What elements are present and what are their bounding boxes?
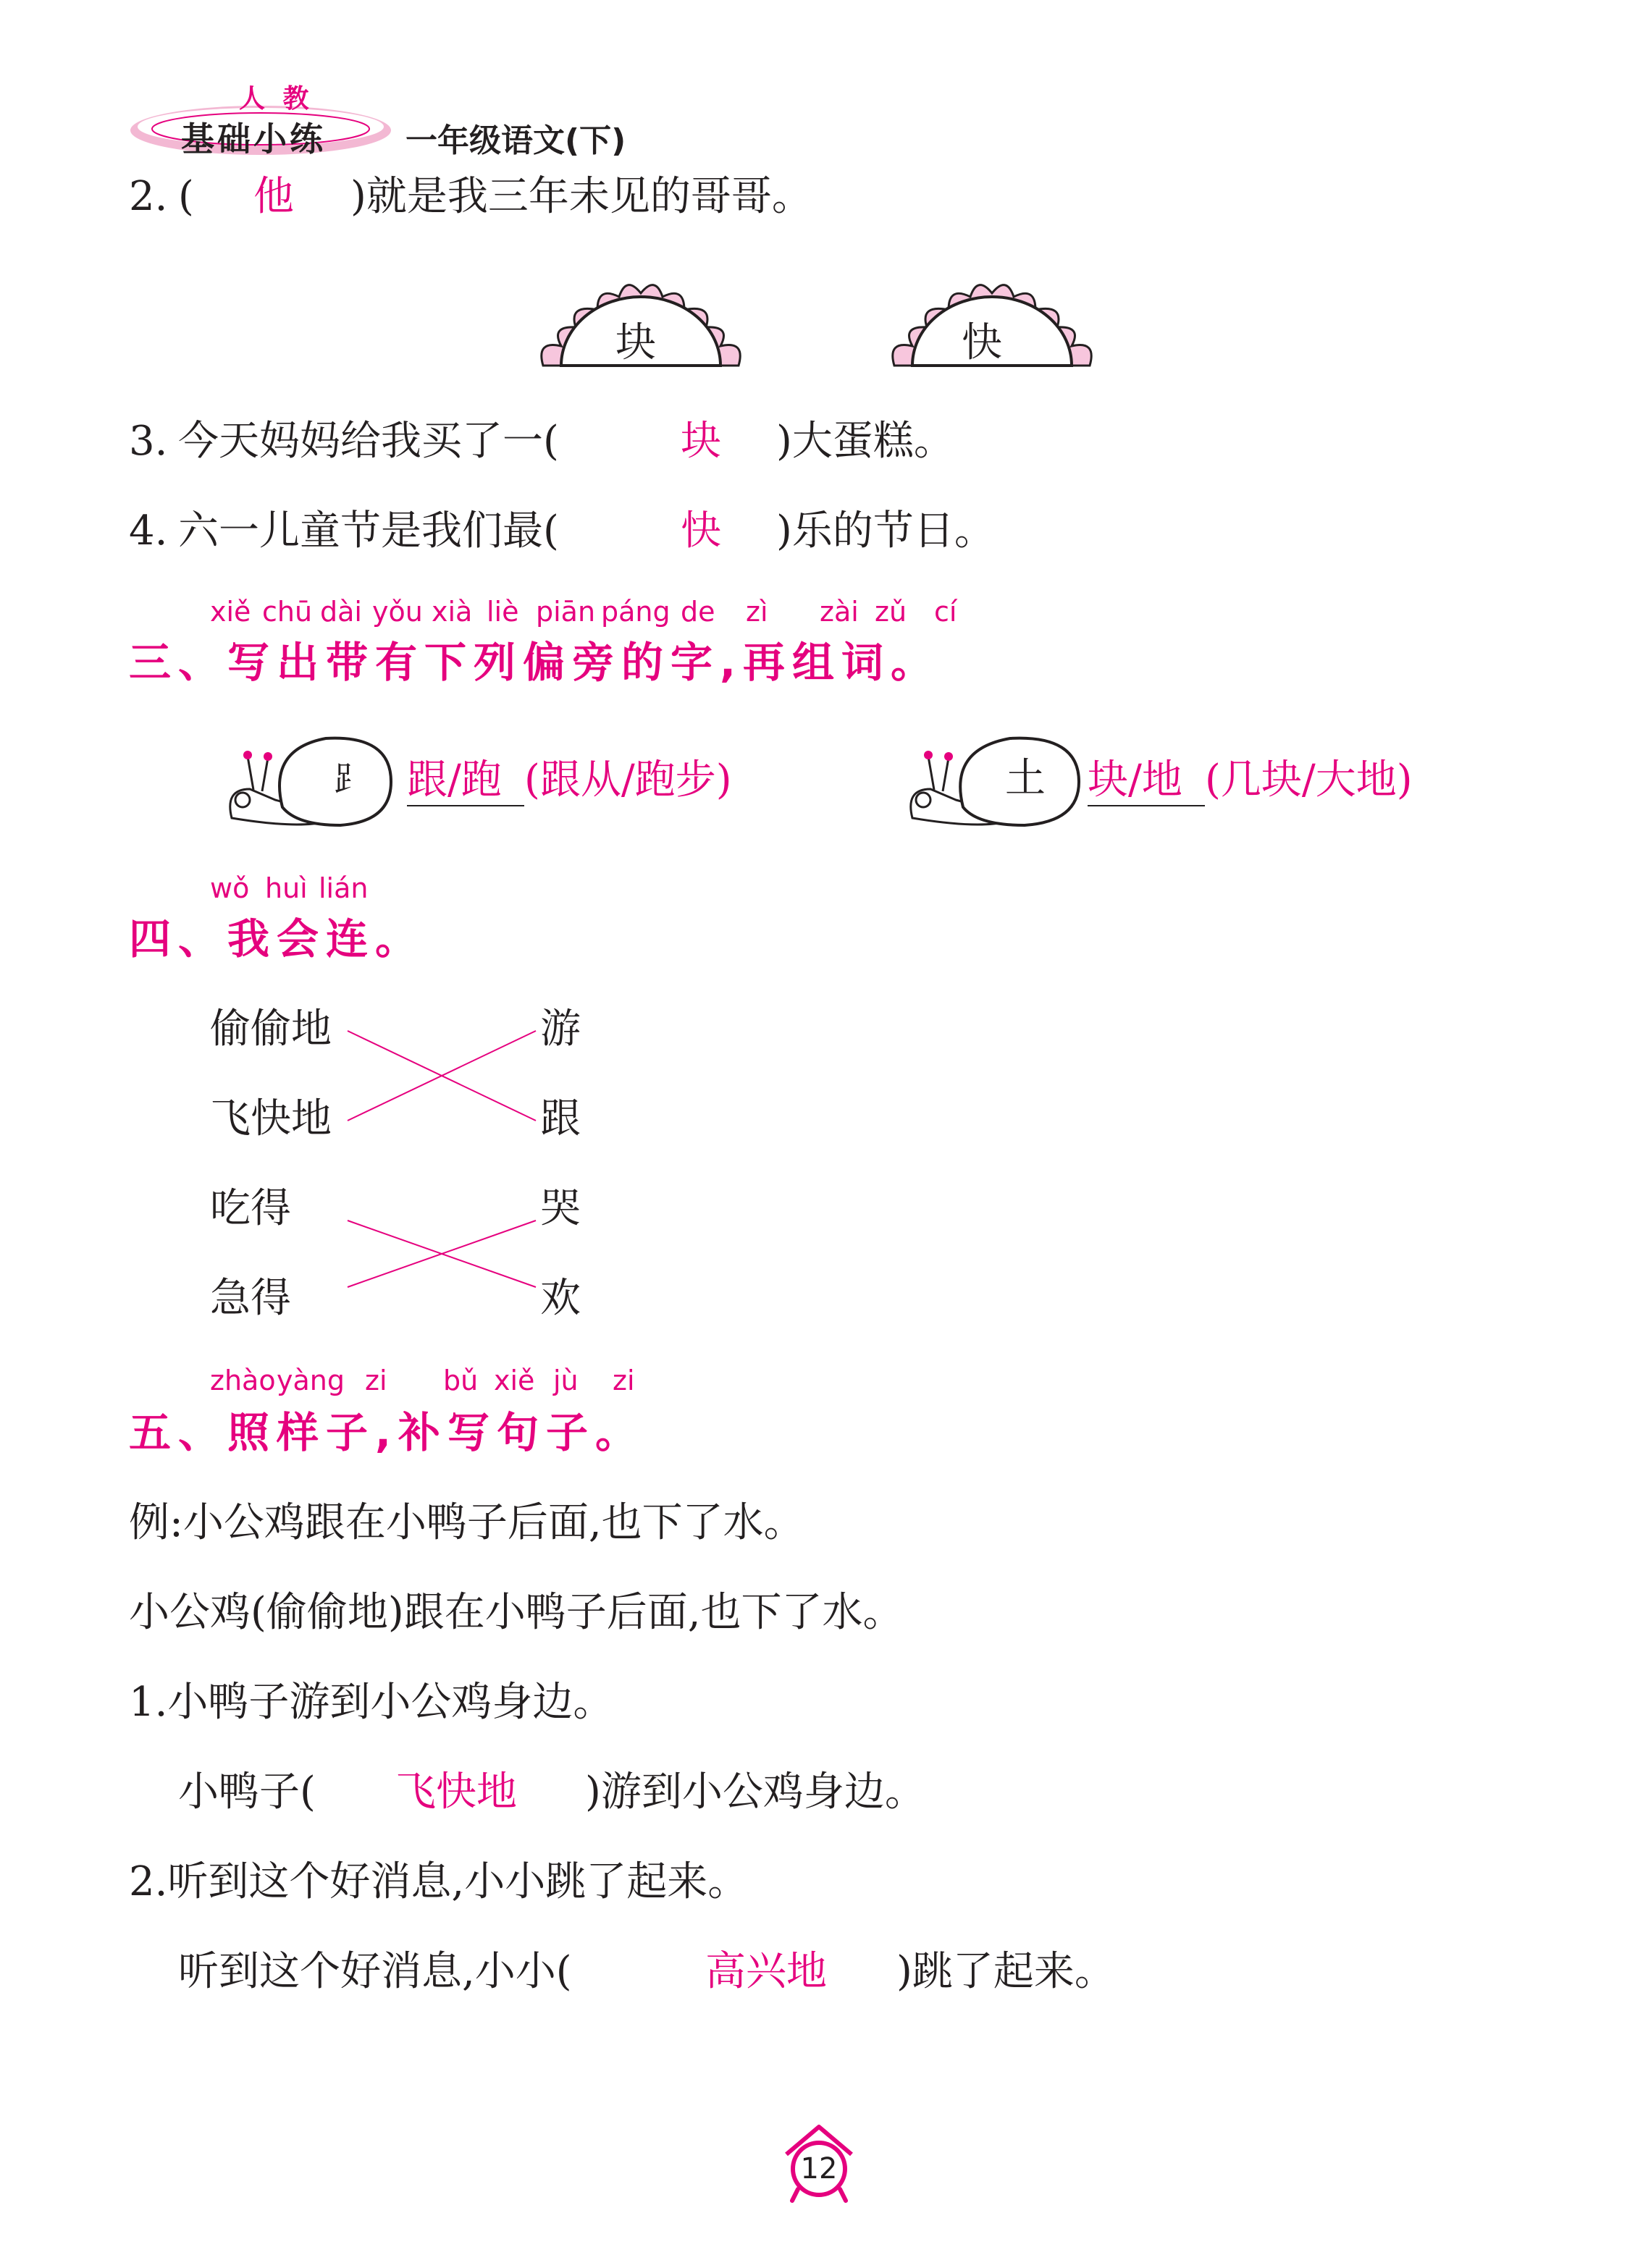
pinyin: zǔ xyxy=(875,596,907,628)
publisher-label: 人 教 xyxy=(239,84,314,114)
pinyin: zhào xyxy=(210,1365,276,1396)
q3-number: 3. xyxy=(129,418,168,465)
section4-title: 四、我会连。 xyxy=(129,914,425,964)
page-number: 12 xyxy=(800,2152,838,2185)
section3-answer-chars-1[interactable]: 跟/跑 xyxy=(407,756,502,804)
q3-answer[interactable]: 块 xyxy=(681,418,721,465)
pinyin: chū xyxy=(262,596,313,628)
example-answer: 小公鸡(偷偷地)跟在小鸭子后面,也下了水。 xyxy=(129,1589,904,1636)
q2-answer[interactable]: 他 xyxy=(253,173,294,220)
pinyin: zài xyxy=(820,596,859,628)
section3-answer-words-1[interactable]: (跟从/跑步) xyxy=(524,756,732,804)
example-sentence: 例:小公鸡跟在小鸭子后面,也下了水。 xyxy=(129,1499,804,1546)
snail-icon xyxy=(217,720,398,836)
q2-prompt: 2.听到这个好消息,小小跳了起来。 xyxy=(129,1858,749,1905)
match-line-3 xyxy=(348,1221,536,1287)
pinyin: piān xyxy=(536,596,596,628)
flower-word-1: 块 xyxy=(615,319,656,366)
q2-text-after: )跳了起来。 xyxy=(896,1948,1115,1995)
q4-text-before: 六一儿童节是我们最( xyxy=(178,507,559,555)
pinyin: bǔ xyxy=(443,1365,479,1396)
match-line-1 xyxy=(348,1031,536,1121)
section3-title: 三、写出带有下列偏旁的字,再组词。 xyxy=(129,638,941,687)
match-line-4 xyxy=(348,1221,536,1287)
snail-icon xyxy=(898,720,1086,836)
q2-text-before: 听到这个好消息,小小( xyxy=(178,1948,572,1995)
pinyin: huì xyxy=(265,872,308,904)
q4-answer[interactable]: 快 xyxy=(681,507,721,555)
radical-2: 土 xyxy=(1005,755,1046,802)
series-label: 基础小练 xyxy=(181,119,326,159)
pinyin: xiě xyxy=(494,1365,535,1396)
pinyin: xià xyxy=(432,596,473,628)
pinyin: páng xyxy=(601,596,671,628)
match-left-1[interactable]: 偷偷地 xyxy=(210,1006,332,1053)
pinyin: yàng xyxy=(277,1365,345,1396)
q1-text-after: )游到小公鸡身边。 xyxy=(585,1769,925,1816)
answer-underline xyxy=(407,805,524,806)
q2-text: )就是我三年未见的哥哥。 xyxy=(350,173,812,220)
match-left-4[interactable]: 急得 xyxy=(210,1275,291,1322)
q4-text-after: )乐的节日。 xyxy=(776,507,995,555)
match-right-4[interactable]: 欢 xyxy=(540,1275,581,1322)
q2-open-paren: ( xyxy=(178,173,194,220)
pinyin: yǒu xyxy=(372,596,423,628)
q4-number: 4. xyxy=(129,507,168,555)
match-right-1[interactable]: 游 xyxy=(540,1006,581,1053)
pinyin: zi xyxy=(365,1365,387,1396)
pinyin: dài xyxy=(320,596,362,628)
pinyin: de xyxy=(681,596,715,628)
match-right-3[interactable]: 哭 xyxy=(540,1185,581,1232)
pinyin: zi xyxy=(613,1365,635,1396)
answer-underline xyxy=(1088,805,1205,806)
pinyin: xiě xyxy=(210,596,251,628)
pinyin: cí xyxy=(934,596,957,628)
q1-answer[interactable]: 飞快地 xyxy=(395,1769,517,1816)
section5-title: 五、照样子,补写句子。 xyxy=(129,1408,645,1457)
radical-1: ⻊ xyxy=(333,759,369,799)
q2-answer[interactable]: 高兴地 xyxy=(705,1948,827,1995)
pinyin: liè xyxy=(487,596,519,628)
q1-text-before: 小鸭子( xyxy=(178,1769,316,1816)
match-left-2[interactable]: 飞快地 xyxy=(210,1095,332,1142)
match-line-2 xyxy=(348,1031,536,1121)
q1-prompt: 1.小鸭子游到小公鸡身边。 xyxy=(129,1679,614,1726)
section3-answer-chars-2[interactable]: 块/地 xyxy=(1088,756,1182,804)
pinyin: zì xyxy=(746,596,768,628)
flower-word-2: 快 xyxy=(962,319,1002,366)
pinyin: lián xyxy=(319,872,369,904)
pinyin: jù xyxy=(553,1365,579,1396)
section3-answer-words-2[interactable]: (几块/大地) xyxy=(1205,756,1413,804)
subject-label: 一年级语文(下) xyxy=(405,122,626,159)
q2-number: 2. xyxy=(129,173,168,220)
q3-text-before: 今天妈妈给我买了一( xyxy=(178,418,559,465)
match-right-2[interactable]: 跟 xyxy=(540,1095,581,1142)
pinyin: wǒ xyxy=(210,872,250,904)
match-left-3[interactable]: 吃得 xyxy=(210,1185,291,1232)
q3-text-after: )大蛋糕。 xyxy=(776,418,954,465)
